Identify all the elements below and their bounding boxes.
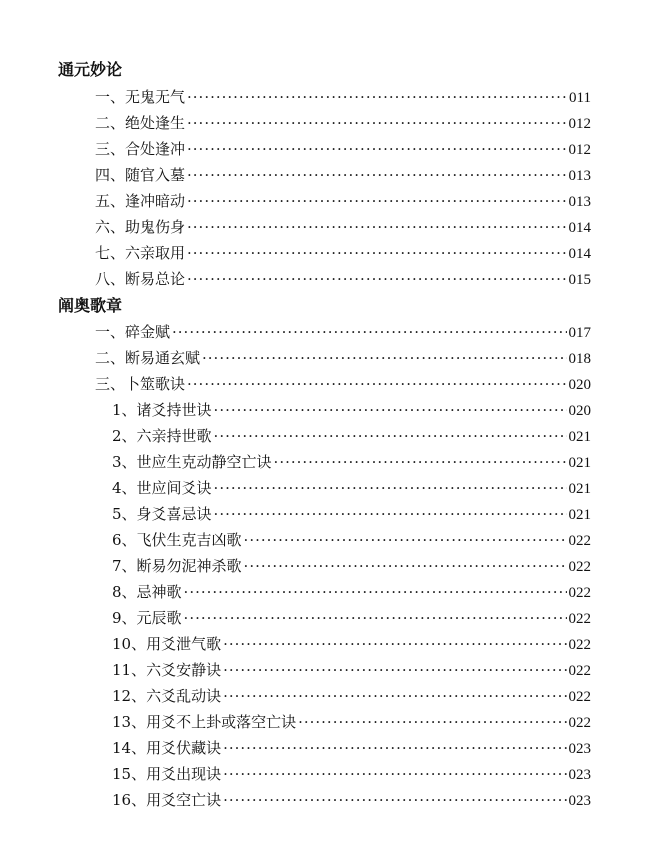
toc-page-number: 022 xyxy=(568,689,591,705)
toc-entry-title: 七、六亲取用 xyxy=(95,244,186,262)
dot-leader xyxy=(187,191,566,211)
toc-entry-title: 5、身爻喜忌诀 xyxy=(112,505,212,523)
toc-page-number: 011 xyxy=(569,90,591,106)
toc-entry[interactable] xyxy=(95,243,591,263)
toc-entry-title: 六、助鬼伤身 xyxy=(95,218,186,236)
toc-page-number: 021 xyxy=(568,455,591,471)
toc-entry-title: 三、卜筮歌诀 xyxy=(95,375,186,393)
toc-page-number: 022 xyxy=(568,637,591,653)
dot-leader xyxy=(298,712,566,732)
toc-page-number: 012 xyxy=(568,116,591,132)
toc-entry-title: 9、元辰歌 xyxy=(112,609,182,627)
section-heading: 阐奥歌章 xyxy=(58,296,123,315)
dot-leader xyxy=(274,452,567,472)
dot-leader xyxy=(187,165,566,185)
toc-page-number: 015 xyxy=(568,272,591,288)
toc-subentry[interactable] xyxy=(112,686,591,706)
toc-page-number: 022 xyxy=(568,585,591,601)
toc-page-number: 022 xyxy=(568,715,591,731)
dot-leader xyxy=(187,374,566,394)
toc-subentry[interactable] xyxy=(112,634,591,654)
dot-leader xyxy=(187,113,566,133)
toc-entry[interactable] xyxy=(95,374,591,394)
dot-leader xyxy=(172,322,566,342)
toc-entry-title: 四、随官入墓 xyxy=(95,166,186,184)
toc-page-number: 020 xyxy=(568,377,591,393)
toc-entry-title: 14、用爻伏藏诀 xyxy=(112,739,222,757)
toc-entry-title: 15、用爻出现诀 xyxy=(112,765,222,783)
toc-entry-title: 13、用爻不上卦或落空亡诀 xyxy=(112,713,297,731)
toc-page-number: 022 xyxy=(568,611,591,627)
dot-leader xyxy=(223,738,566,758)
dot-leader xyxy=(223,686,566,706)
toc-entry-title: 12、六爻乱动诀 xyxy=(112,687,222,705)
dot-leader xyxy=(214,504,567,524)
toc-page-number: 020 xyxy=(568,403,591,419)
toc-subentry[interactable] xyxy=(112,660,591,680)
toc-entry[interactable] xyxy=(95,139,591,159)
toc-entry-title: 二、断易通玄赋 xyxy=(95,349,201,367)
toc-page-number: 023 xyxy=(568,767,591,783)
dot-leader xyxy=(223,790,566,810)
toc-page-number: 021 xyxy=(568,481,591,497)
toc-page-number: 022 xyxy=(568,663,591,679)
toc-page-number: 017 xyxy=(568,325,591,341)
toc-entry[interactable] xyxy=(95,165,591,185)
toc-page-number: 021 xyxy=(568,429,591,445)
toc-entry-title: 一、碎金赋 xyxy=(95,323,171,341)
dot-leader xyxy=(184,608,567,628)
toc-subentry[interactable] xyxy=(112,608,591,628)
toc-entry-title: 8、忌神歌 xyxy=(112,583,182,601)
toc-entry-title: 11、六爻安静诀 xyxy=(112,661,222,679)
toc-page-number: 014 xyxy=(568,246,591,262)
toc-subentry[interactable] xyxy=(112,400,591,420)
dot-leader xyxy=(223,634,566,654)
section-heading: 通元妙论 xyxy=(58,60,123,79)
dot-leader xyxy=(244,556,567,576)
toc-page-number: 023 xyxy=(568,741,591,757)
toc-entry-title: 7、断易勿泥神杀歌 xyxy=(112,557,242,575)
toc-page-number: 022 xyxy=(568,559,591,575)
toc-page-number: 022 xyxy=(568,533,591,549)
dot-leader xyxy=(184,582,567,602)
toc-entry-title: 三、合处逢冲 xyxy=(95,140,186,158)
dot-leader xyxy=(202,348,566,368)
toc-entry[interactable] xyxy=(95,191,591,211)
toc-subentry[interactable] xyxy=(112,530,591,550)
dot-leader xyxy=(187,269,566,289)
toc-subentry[interactable] xyxy=(112,452,591,472)
dot-leader xyxy=(223,764,566,784)
toc-subentry[interactable] xyxy=(112,712,591,732)
toc-page-number: 013 xyxy=(568,194,591,210)
toc-subentry[interactable] xyxy=(112,426,591,446)
toc-subentry[interactable] xyxy=(112,504,591,524)
toc-subentry[interactable] xyxy=(112,478,591,498)
toc-entry-title: 2、六亲持世歌 xyxy=(112,427,212,445)
toc-entry-title: 4、世应间爻诀 xyxy=(112,479,212,497)
toc-entry[interactable] xyxy=(95,269,591,289)
toc-entry-title: 16、用爻空亡诀 xyxy=(112,791,222,809)
toc-entry-title: 1、诸爻持世诀 xyxy=(112,401,212,419)
toc-entry[interactable] xyxy=(95,348,591,368)
dot-leader xyxy=(214,400,567,420)
toc-entry[interactable] xyxy=(95,217,591,237)
dot-leader xyxy=(187,217,566,237)
toc-entry-title: 10、用爻泄气歌 xyxy=(112,635,222,653)
toc-page-number: 014 xyxy=(568,220,591,236)
dot-leader xyxy=(187,87,567,107)
toc-page-number: 021 xyxy=(568,507,591,523)
toc-subentry[interactable] xyxy=(112,790,591,810)
toc-page-number: 013 xyxy=(568,168,591,184)
dot-leader xyxy=(214,426,567,446)
dot-leader xyxy=(187,139,566,159)
toc-subentry[interactable] xyxy=(112,738,591,758)
toc-entry-title: 6、飞伏生克吉凶歌 xyxy=(112,531,242,549)
toc-entry-title: 八、断易总论 xyxy=(95,270,186,288)
toc-page-number: 012 xyxy=(568,142,591,158)
toc-entry-title: 3、世应生克动静空亡诀 xyxy=(112,453,272,471)
toc-entry[interactable] xyxy=(95,87,591,107)
toc-subentry[interactable] xyxy=(112,556,591,576)
toc-subentry[interactable] xyxy=(112,764,591,784)
toc-entry[interactable] xyxy=(95,113,591,133)
toc-page-number: 023 xyxy=(568,793,591,809)
dot-leader xyxy=(244,530,567,550)
toc-entry-title: 二、绝处逢生 xyxy=(95,114,186,132)
toc-page-number: 018 xyxy=(568,351,591,367)
toc-subentry[interactable] xyxy=(112,582,591,602)
toc-entry-title: 一、无鬼无气 xyxy=(95,88,186,106)
toc-entry[interactable] xyxy=(95,322,591,342)
dot-leader xyxy=(214,478,567,498)
dot-leader xyxy=(223,660,566,680)
dot-leader xyxy=(187,243,566,263)
toc-entry-title: 五、逢冲暗动 xyxy=(95,192,186,210)
